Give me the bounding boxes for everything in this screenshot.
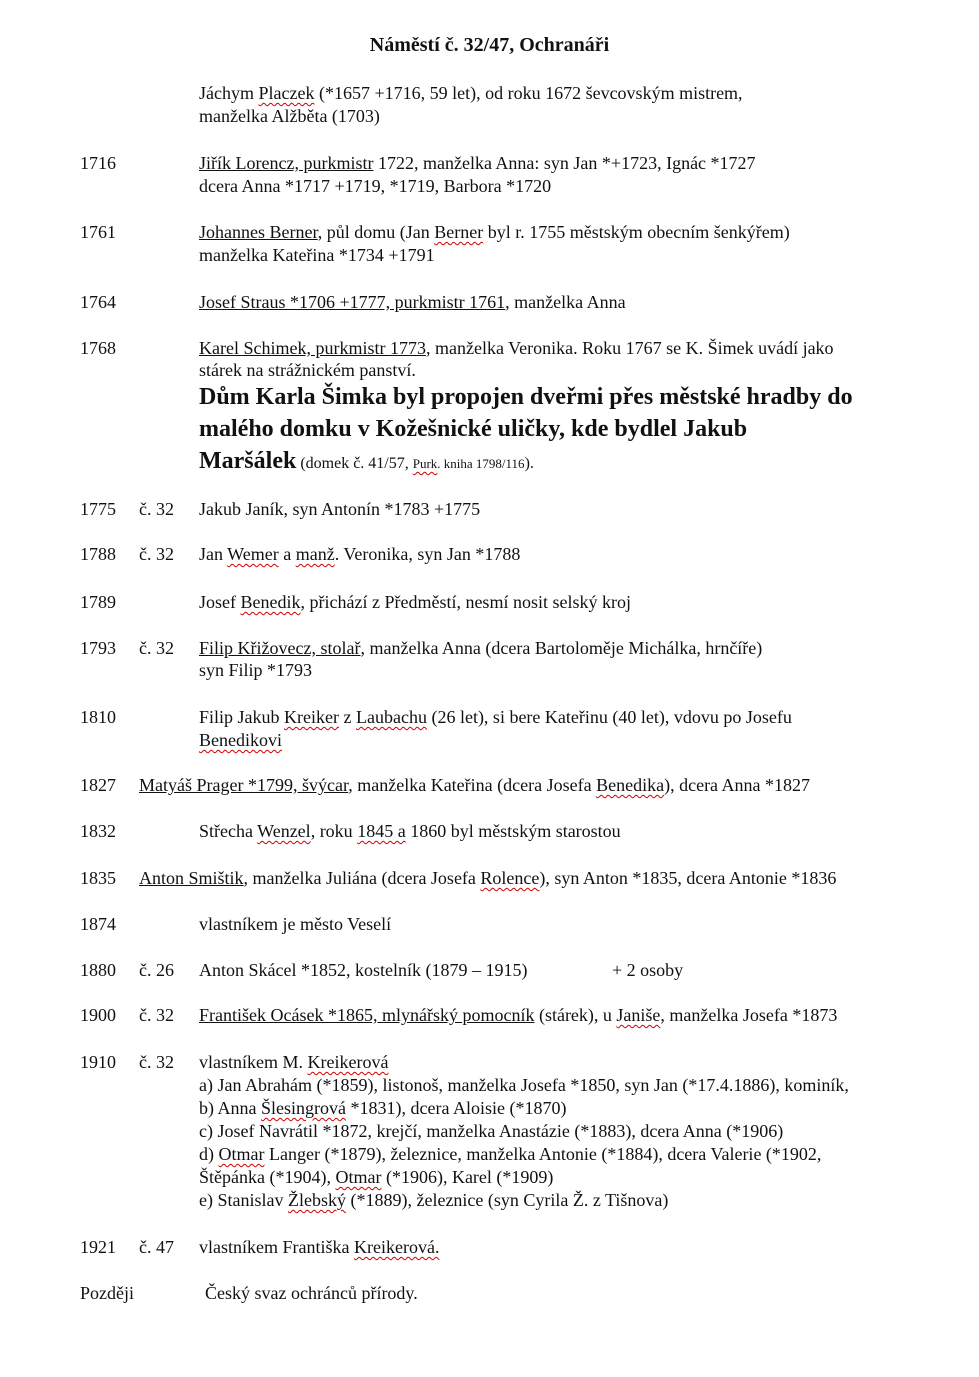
entry-text: Střecha Wenzel, roku 1845 a 1860 byl městským starostou [199,821,621,841]
spell-flag: Berner [434,222,484,242]
entry-year: 1810 [80,707,116,727]
spell-flag: Laubachu [355,707,427,727]
entry-year: 1716 [80,153,116,173]
spell-flag: Kreikerová [307,1052,389,1072]
entry-year: 1921 [80,1237,116,1257]
highlight-line-3: Maršálek (domek č. 41/57, Purk. kniha 1798/116). [199,448,534,474]
entry-number: č. 32 [139,638,174,658]
entry-text: vlastníkem Františka Kreikerová. [199,1237,440,1257]
entry-text-line2: manželka Alžběta (1703) [199,106,380,126]
owner-link: Johannes Berner [199,222,318,242]
entry-year: 1874 [80,914,116,934]
entry-text: Josef Straus *1706 +1777, purkmistr 1761, manželka Anna [199,292,626,312]
entry-number: č. 26 [139,960,174,980]
owner-link: Jiřík Lorencz, purkmistr [199,153,374,173]
spell-flag: Placzek [258,83,315,103]
highlight-line-2: malého domku v Kožešnické uličky, kde bydlel Jakub [199,416,748,442]
entry-year: Později [80,1283,134,1303]
spell-flag: Benedikovi [199,730,282,750]
owner-link: František Ocásek *1865, mlynářský pomocník [199,1005,535,1025]
entry-text: Filip Jakub Kreiker z Laubachu (26 let), si bere Kateřinu (40 let), vdovu po Josefu [199,707,792,727]
owner-link: Matyáš Prager *1799, švýcar [139,775,349,795]
spell-flag: 1845 a [357,821,406,841]
entry-text-line2: stárek na strážnickém panství. [199,360,416,380]
tenant-c: c) Josef Navrátil *1872, krejčí, manželka Anastázie (*1883), dcera Anna (*1906) [199,1121,784,1141]
entry-text: Karel Schimek, purkmistr 1773, manželka Veronika. Roku 1767 se K. Šimek uvádí jako [199,338,834,358]
spell-flag: Kreikerová. [353,1237,440,1257]
spell-flag: Kreiker [284,707,339,727]
entry-text: Jan Wemer a manž. Veronika, syn Jan *1788 [199,544,521,564]
spell-flag: Otmar [218,1144,265,1164]
entry-year: 1789 [80,592,116,612]
entry-year: 1788 [80,544,116,564]
spell-flag: Šlesingrová [261,1098,346,1118]
entry-text-line2: manželka Kateřina *1734 +1791 [199,245,435,265]
spell-flag: Wemer [227,544,279,564]
entry-text: Jakub Janík, syn Antonín *1783 +1775 [199,499,481,519]
entry-year: 1793 [80,638,116,658]
entry-text: Český svaz ochránců přírody. [205,1283,418,1303]
entry-number: č. 32 [139,1052,174,1072]
spell-flag: Benedika [596,775,665,795]
entry-extra: + 2 osoby [612,960,684,980]
spell-flag: Wenzel [257,821,311,841]
tenant-e: e) Stanislav Žlebský (*1889), železnice (syn Cyrila Ž. z Tišnova) [199,1190,669,1210]
owner-link: Filip Křižovecz, stolař [199,638,361,658]
entry-year: 1775 [80,499,116,519]
entry-text: Anton Smištik, manželka Juliána (dcera Josefa Rolence), syn Anton *1835, dcera Antonie *1836 [139,868,837,888]
entry-year: 1900 [80,1005,116,1025]
owner-link: Karel Schimek, purkmistr 1773 [199,338,426,358]
entry-year: 1768 [80,338,116,358]
page-title: Náměstí č. 32/47, Ochranáři [369,34,610,56]
entry-text: Matyáš Prager *1799, švýcar, manželka Kateřina (dcera Josefa Benedika), dcera Anna *1827 [139,775,811,795]
spell-flag: Rolence [480,868,540,888]
tenant-d: d) Otmar Langer (*1879), železnice, manželka Antonie (*1884), dcera Valerie (*1902, [199,1144,822,1164]
highlight-line-1: Dům Karla Šimka byl propojen dveřmi přes městské hradby do [199,384,853,410]
owner-link: Anton Smištik [139,868,244,888]
entry-text: Johannes Berner, půl domu (Jan Berner byl r. 1755 městským obecním šenkýřem) [199,222,790,242]
spell-flag: Purk [412,456,438,471]
spell-flag: Žlebský [287,1190,346,1210]
entry-text: Josef Benedik, přichází z Předměstí, nesmí nosit selský kroj [199,592,631,612]
spell-flag: Janiše [616,1005,661,1025]
entry-year: 1761 [80,222,116,242]
entry-number: č. 32 [139,1005,174,1025]
entry-text: vlastníkem je město Veselí [199,914,392,934]
entry-year: 1827 [80,775,116,795]
entry-text-line2 [199,729,282,752]
spell-flag: Benedik [240,592,301,612]
entry-number: č. 32 [139,544,174,564]
entry-year: 1880 [80,960,116,980]
entry-text: Filip Křižovecz, stolař, manželka Anna (dcera Bartoloměje Michálka, hrnčíře) [199,638,763,658]
entry-number: č. 32 [139,499,174,519]
tenant-d-line2: Štěpánka (*1904), Otmar (*1906), Karel (*1909) [199,1167,554,1187]
entry-text-line2: syn Filip *1793 [199,660,313,680]
entry-year: 1835 [80,868,116,888]
entry-number: č. 47 [139,1237,174,1257]
entry-text: vlastníkem M. Kreikerová [199,1052,389,1072]
spell-flag: manž [295,544,335,564]
entry-text: Anton Skácel *1852, kostelník (1879 – 1915) [199,960,528,980]
entry-text: Jiřík Lorencz, purkmistr 1722, manželka Anna: syn Jan *+1723, Ignác *1727 [199,153,756,173]
entry-text: Jáchym Placzek (*1657 +1716, 59 let), od roku 1672 ševcovským mistrem, [199,83,743,103]
entry-text: František Ocásek *1865, mlynářský pomocník (stárek), u Janiše, manželka Josefa *1873 [199,1005,838,1025]
entry-year: 1910 [80,1052,116,1072]
owner-link: Josef Straus *1706 +1777, purkmistr 1761 [199,292,506,312]
spell-flag: Otmar [335,1167,382,1187]
entry-text-line2: dcera Anna *1717 +1719, *1719, Barbora *1720 [199,176,552,196]
tenant-a: a) Jan Abrahám (*1859), listonoš, manželka Josefa *1850, syn Jan (*17.4.1886), kominík, [199,1075,849,1095]
tenant-b: b) Anna Šlesingrová *1831), dcera Aloisie (*1870) [199,1098,567,1118]
entry-year: 1832 [80,821,116,841]
entry-year: 1764 [80,292,116,312]
